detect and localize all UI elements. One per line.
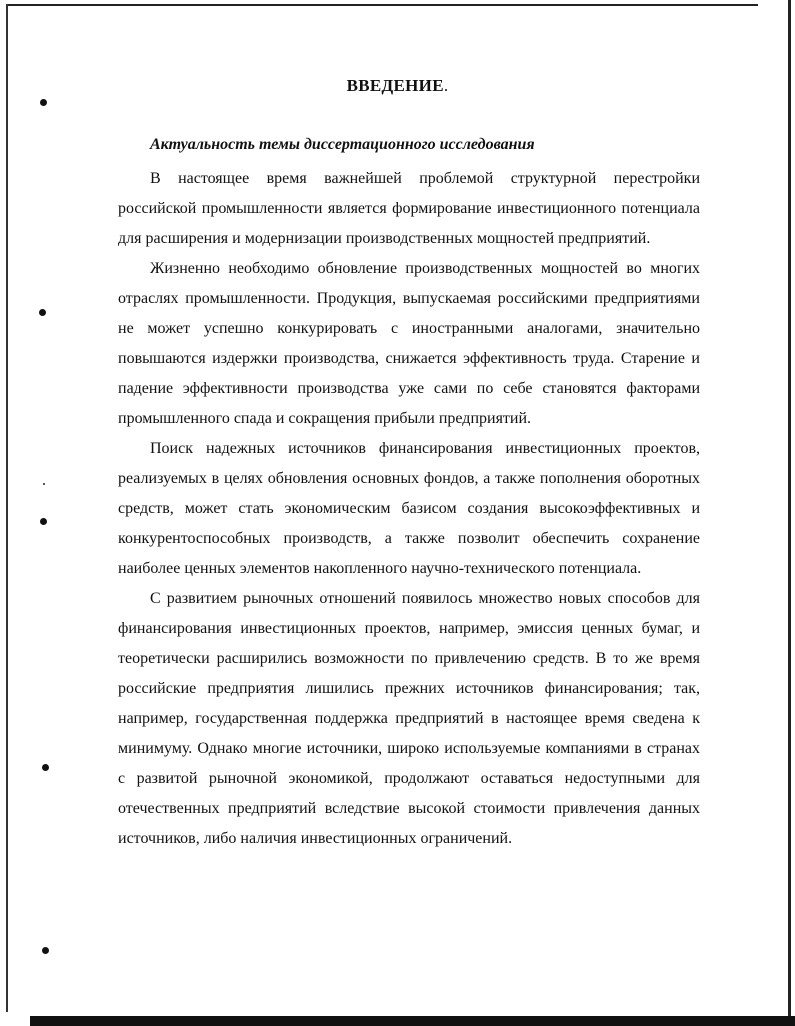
chapter-heading — [0, 76, 795, 96]
chapter-heading-dot: . — [443, 76, 449, 95]
scan-border-right — [788, 0, 791, 1026]
section-subheading: Актуальность темы диссертационного исследования — [150, 136, 535, 153]
paragraph: Жизненно необходимо обновление производственных мощностей во многих отраслях промышленности. Продукция, выпускаемая российскими предприятиями не может успешно конкурировать с иностранными аналогами, значительно повышаются издержки производства, снижается эффективность труда. Старение и падение эффективности производства уже сами по себе становятся факторами промышленного спада и сокращения прибыли предприятий. — [118, 260, 700, 427]
body-text — [118, 164, 700, 854]
paragraph: В настоящее время важнейшей проблемой структурной перестройки российской промышленности является формирование инвестиционного потенциала для расширения и модернизации производственных мощностей предприятий. — [118, 170, 700, 247]
paragraph: Поиск надежных источников финансирования инвестиционных проектов, реализуемых в целях обновления основных фондов, а также пополнения оборотных средств, может стать экономическим базисом создания высокоэффективных и конкурентоспособных производств, а также позволит обеспечить сохранение наиболее ценных элементов накопленного научно-технического потенциала. — [118, 440, 700, 577]
scan-border-top — [6, 4, 758, 6]
binding-hole-mark — [42, 947, 49, 954]
binding-hole-mark — [40, 99, 47, 106]
paragraph: С развитием рыночных отношений появилось множество новых способов для финансирования инвестиционных проектов, например, эмиссия ценных бумаг, и теоретически расширились возможности по привлечению средств. В то же время российские предприятия лишились прежних источников финансирования; так, например, государственная поддержка предприятий в настоящее время сведена к минимуму. Однако многие источники, широко используемые компаниями в странах с развитой рыночной экономикой, продолжают оставаться недоступными для отечественных предприятий вследствие высокой стоимости привлечения данных источников, либо наличия инвестиционных ограничений. — [118, 590, 700, 847]
binding-hole-mark — [40, 518, 47, 525]
binding-hole-mark — [39, 309, 46, 316]
scan-speck — [43, 483, 45, 485]
scan-border-left — [6, 4, 8, 1012]
binding-hole-mark — [42, 764, 49, 771]
chapter-heading-text: ВВЕДЕНИЕ — [346, 76, 444, 95]
scan-border-bottom — [30, 1016, 795, 1026]
